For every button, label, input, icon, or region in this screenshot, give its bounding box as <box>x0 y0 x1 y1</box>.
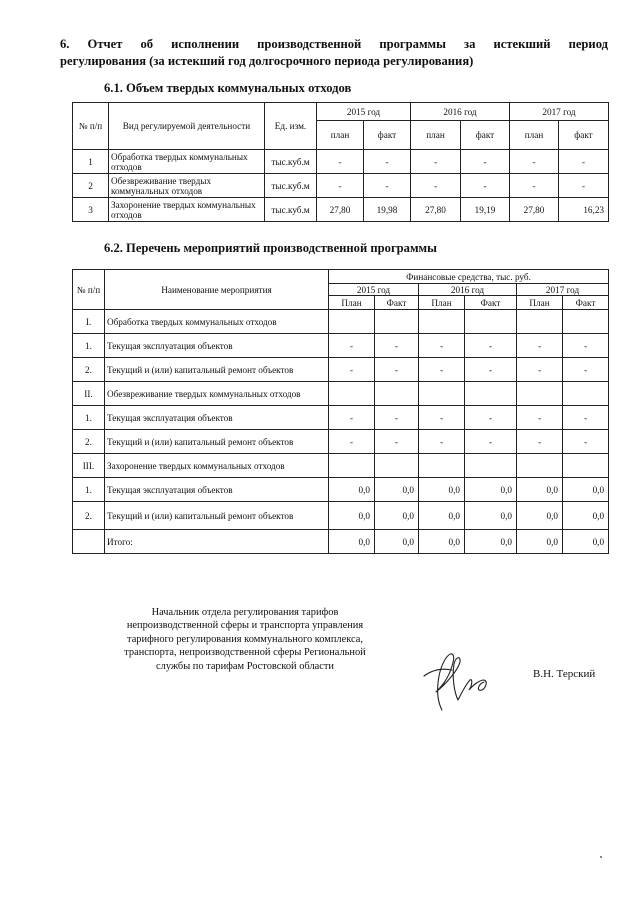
t1-header-fact: факт <box>461 121 510 150</box>
signatory-position <box>104 606 386 673</box>
t2-cell-value: - <box>329 430 375 454</box>
handwritten-signature <box>412 640 512 720</box>
t2-cell-name: Захоронение твердых коммунальных отходов <box>105 454 329 478</box>
table-row <box>73 198 609 222</box>
section-6-2-title: 6.2. Перечень мероприятий производственной программы <box>104 241 437 255</box>
t2-cell-num: II. <box>73 382 105 406</box>
t2-cell-value: - <box>465 334 517 358</box>
t2-cell-name: Текущий и (или) капитальный ремонт объектов <box>105 502 329 530</box>
t2-cell-name: Обработка твердых коммунальных отходов <box>105 310 329 334</box>
t2-cell-value: 0,0 <box>465 478 517 502</box>
t2-cell-value: 0,0 <box>329 478 375 502</box>
signatory-name: В.Н. Терский <box>533 668 596 680</box>
t2-header-fact: Факт <box>465 296 517 310</box>
t1-header-plan: план <box>510 121 559 150</box>
t2-header-plan: План <box>517 296 563 310</box>
signatory-position-line: транспорта, непроизводственной сферы Региональной <box>124 647 366 659</box>
t1-cell-value: - <box>510 150 559 174</box>
table-row <box>73 430 609 454</box>
t2-header-year-2016: 2016 год <box>419 284 517 296</box>
t1-cell-value: - <box>364 174 411 198</box>
t1-header-num: № п/п <box>73 103 109 150</box>
t2-cell-value: - <box>419 334 465 358</box>
t2-header-plan: План <box>329 296 375 310</box>
waste-volume-table <box>72 102 609 222</box>
t2-cell-value: 0,0 <box>419 478 465 502</box>
t2-cell-num: 2. <box>73 430 105 454</box>
t2-cell-value <box>329 454 375 478</box>
t2-cell-value: 0,0 <box>563 502 609 530</box>
t2-header-finance: Финансовые средства, тыс. руб. <box>329 270 609 284</box>
t1-cell-value: - <box>461 150 510 174</box>
t1-cell-activity: Захоронение твердых коммунальных отходов <box>109 198 265 222</box>
t2-cell-value: - <box>517 358 563 382</box>
t2-cell-value: - <box>465 406 517 430</box>
t1-cell-num: 1 <box>73 150 109 174</box>
table-row <box>73 530 609 554</box>
t2-cell-value <box>465 382 517 406</box>
t2-header-plan: План <box>419 296 465 310</box>
t2-cell-name: Текущий и (или) капитальный ремонт объектов <box>105 430 329 454</box>
t1-cell-value: - <box>317 150 364 174</box>
t1-cell-value: - <box>559 150 609 174</box>
t2-cell-value: - <box>517 430 563 454</box>
t1-cell-unit: тыс.куб.м <box>265 174 317 198</box>
t2-cell-value: - <box>329 358 375 382</box>
table-row <box>73 150 609 174</box>
table-row <box>73 406 609 430</box>
t2-cell-name: Обезвреживание твердых коммунальных отходов <box>105 382 329 406</box>
signatory-position-line: непроизводственной сферы и транспорта управления <box>126 620 364 632</box>
t2-cell-value <box>419 454 465 478</box>
table-row <box>73 454 609 478</box>
t2-cell-value: 0,0 <box>517 502 563 530</box>
t2-cell-num: 2. <box>73 502 105 530</box>
t1-cell-num: 2 <box>73 174 109 198</box>
table-row <box>73 382 609 406</box>
t1-cell-value: 16,23 <box>559 198 609 222</box>
t2-cell-value: - <box>375 406 419 430</box>
t2-cell-value <box>517 454 563 478</box>
scan-speck <box>600 856 602 858</box>
t1-header-plan: план <box>317 121 364 150</box>
t1-cell-value: 27,80 <box>411 198 461 222</box>
t2-header-fact: Факт <box>563 296 609 310</box>
t2-cell-value: 0,0 <box>419 530 465 554</box>
t2-cell-num: 1. <box>73 478 105 502</box>
t2-cell-value: - <box>563 406 609 430</box>
table-row <box>73 502 609 530</box>
t2-cell-value: - <box>517 406 563 430</box>
t2-cell-value <box>465 310 517 334</box>
t2-cell-value: - <box>375 334 419 358</box>
t2-cell-value <box>517 382 563 406</box>
t2-cell-num: I. <box>73 310 105 334</box>
t2-cell-num: III. <box>73 454 105 478</box>
signatory-position-line: Начальник отдела регулирования тарифов <box>151 607 339 618</box>
t2-cell-num: 1. <box>73 334 105 358</box>
t1-cell-value: 19,98 <box>364 198 411 222</box>
program-measures-table <box>72 269 609 554</box>
t1-cell-value: - <box>411 150 461 174</box>
t1-header-plan: план <box>411 121 461 150</box>
t2-cell-value: 0,0 <box>465 502 517 530</box>
t2-cell-value: - <box>419 430 465 454</box>
t2-cell-num: 2. <box>73 358 105 382</box>
t1-cell-value: - <box>461 174 510 198</box>
t1-cell-value: 19,19 <box>461 198 510 222</box>
t2-cell-value: 0,0 <box>375 530 419 554</box>
t2-cell-value: 0,0 <box>563 530 609 554</box>
t2-header-year-2017: 2017 год <box>517 284 609 296</box>
t2-cell-value: 0,0 <box>517 478 563 502</box>
t1-cell-activity: Обезвреживание твердых коммунальных отходов <box>109 174 265 198</box>
t2-header-fact: Факт <box>375 296 419 310</box>
table-row <box>73 174 609 198</box>
t1-cell-num: 3 <box>73 198 109 222</box>
t2-cell-value: - <box>329 334 375 358</box>
t2-cell-value: - <box>563 334 609 358</box>
t1-cell-value: - <box>364 150 411 174</box>
t2-cell-name: Текущая эксплуатация объектов <box>105 478 329 502</box>
t2-cell-value: - <box>419 358 465 382</box>
t1-cell-unit: тыс.куб.м <box>265 198 317 222</box>
t1-cell-value: - <box>559 174 609 198</box>
t2-cell-value: - <box>465 358 517 382</box>
t2-cell-value: 0,0 <box>465 530 517 554</box>
t2-cell-value <box>563 310 609 334</box>
t2-cell-value <box>375 382 419 406</box>
t2-header-num: № п/п <box>73 270 105 310</box>
t1-header-year-2017: 2017 год <box>510 103 609 121</box>
t2-cell-value <box>419 310 465 334</box>
t2-cell-value: - <box>563 430 609 454</box>
t2-cell-value <box>563 454 609 478</box>
t2-cell-name: Текущая эксплуатация объектов <box>105 334 329 358</box>
t1-cell-value: 27,80 <box>317 198 364 222</box>
t2-cell-num <box>73 530 105 554</box>
t2-cell-value: - <box>329 406 375 430</box>
table-row <box>73 334 609 358</box>
section-6-heading <box>60 36 608 70</box>
signatory-position-line: тарифного регулирования коммунального комплекса, <box>127 633 363 645</box>
t2-cell-value: - <box>563 358 609 382</box>
t2-cell-value <box>375 310 419 334</box>
t1-header-activity: Вид регулируемой деятельности <box>109 103 265 150</box>
t2-cell-value <box>329 382 375 406</box>
table-row <box>73 478 609 502</box>
t2-cell-value <box>329 310 375 334</box>
table-row <box>73 310 609 334</box>
t1-header-year-2015: 2015 год <box>317 103 411 121</box>
t1-cell-value: - <box>411 174 461 198</box>
t2-cell-value: 0,0 <box>375 478 419 502</box>
t1-cell-value: 27,80 <box>510 198 559 222</box>
t1-cell-value: - <box>317 174 364 198</box>
t2-cell-value: 0,0 <box>329 530 375 554</box>
table-row <box>73 358 609 382</box>
t2-cell-value: - <box>419 406 465 430</box>
t2-cell-name: Итого: <box>105 530 329 554</box>
t1-header-year-2016: 2016 год <box>411 103 510 121</box>
section-6-heading-line-2: регулирования (за истекший год долгосрочного периода регулирования) <box>60 54 474 68</box>
t2-header-name: Наименование мероприятия <box>105 270 329 310</box>
t1-cell-unit: тыс.куб.м <box>265 150 317 174</box>
t1-cell-activity: Обработка твердых коммунальных отходов <box>109 150 265 174</box>
t2-header-year-2015: 2015 год <box>329 284 419 296</box>
t2-cell-value: 0,0 <box>329 502 375 530</box>
t2-cell-name: Текущая эксплуатация объектов <box>105 406 329 430</box>
t1-header-unit: Ед. изм. <box>265 103 317 150</box>
t2-cell-value: - <box>375 358 419 382</box>
t2-cell-value: 0,0 <box>375 502 419 530</box>
t2-cell-value: - <box>375 430 419 454</box>
t2-cell-value: 0,0 <box>517 530 563 554</box>
t1-header-fact: факт <box>559 121 609 150</box>
t2-cell-value: - <box>517 334 563 358</box>
signatory-position-line: службы по тарифам Ростовской области <box>156 660 334 672</box>
t2-cell-num: 1. <box>73 406 105 430</box>
t2-cell-value: 0,0 <box>563 478 609 502</box>
t1-cell-value: - <box>510 174 559 198</box>
t2-cell-name: Текущий и (или) капитальный ремонт объектов <box>105 358 329 382</box>
t2-cell-value <box>563 382 609 406</box>
t2-cell-value: - <box>465 430 517 454</box>
t1-header-fact: факт <box>364 121 411 150</box>
t2-cell-value <box>517 310 563 334</box>
t2-cell-value <box>375 454 419 478</box>
t2-cell-value <box>419 382 465 406</box>
section-6-1-title: 6.1. Объем твердых коммунальных отходов <box>104 81 352 95</box>
section-6-heading-line-1: 6. Отчет об исполнении производственной программы за истекший период <box>60 37 608 51</box>
t2-cell-value: 0,0 <box>419 502 465 530</box>
t2-cell-value <box>465 454 517 478</box>
